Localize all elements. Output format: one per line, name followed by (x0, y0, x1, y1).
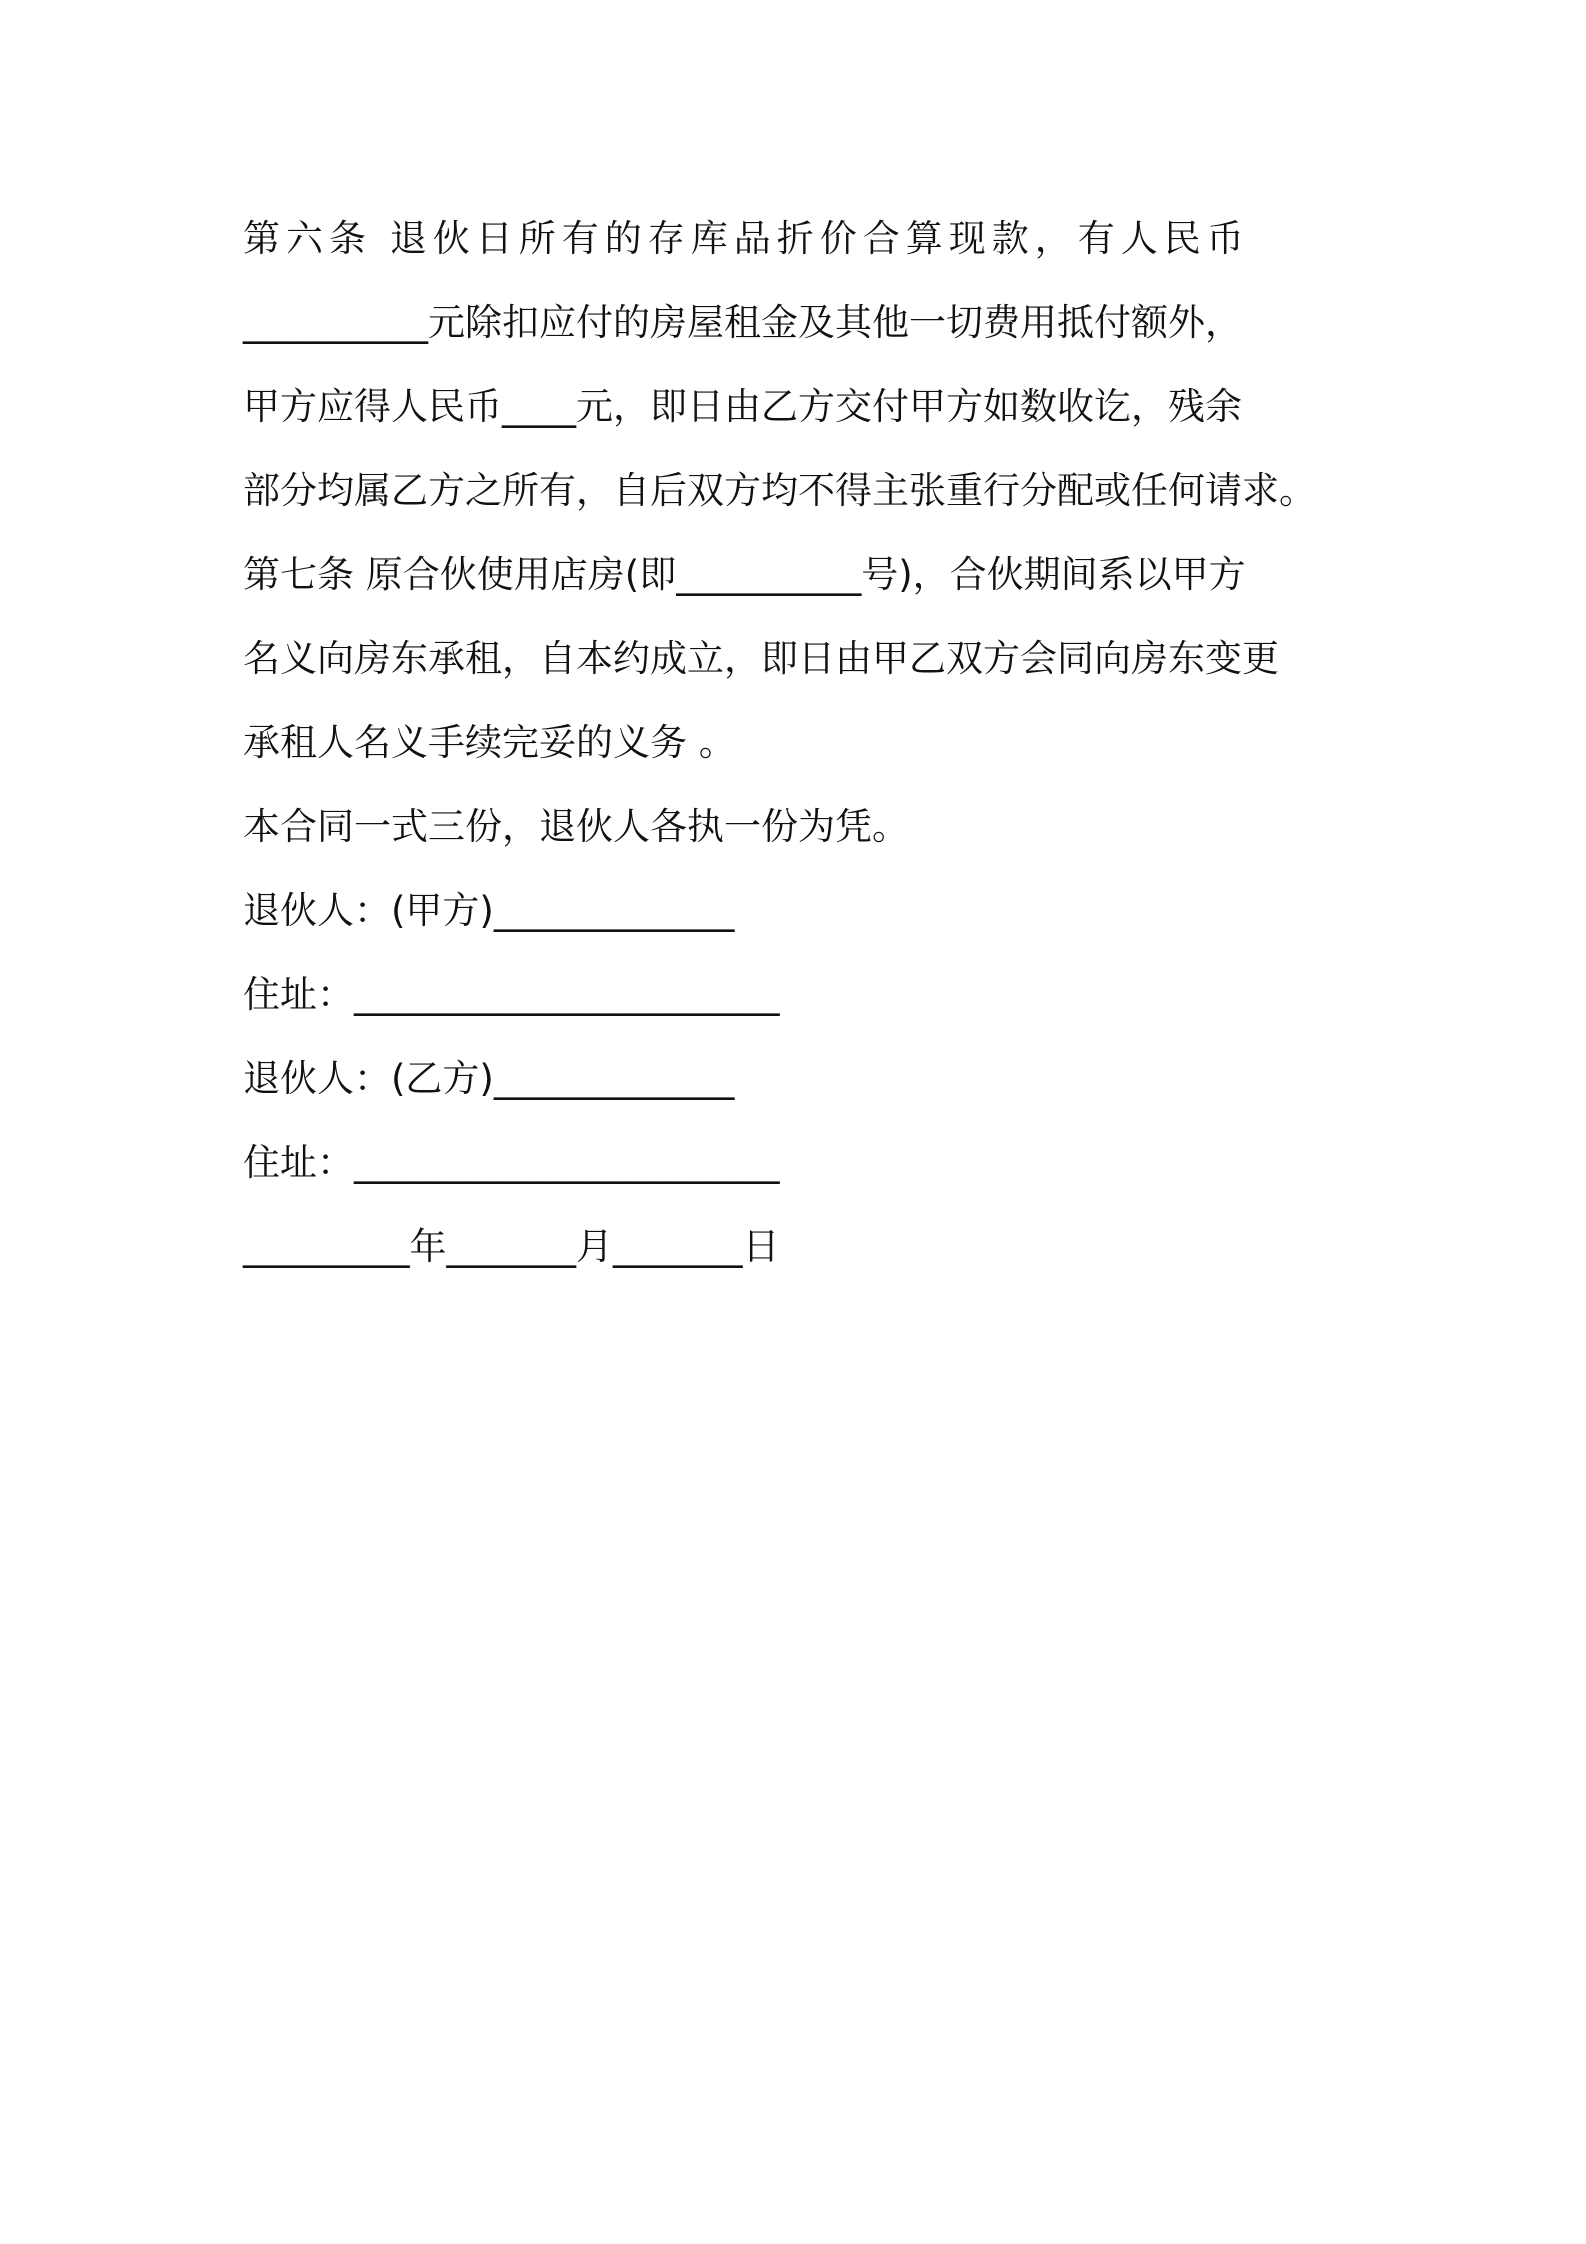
date-line: _________年_______月_______日 (243, 1225, 780, 1268)
article-seven-line-3: 承租人名义手续完妥的义务 。 (243, 721, 736, 764)
copies-statement: 本合同一式三份，退伙人各执一份为凭。 (243, 805, 909, 848)
article-seven-line-1: 第七条 原合伙使用店房(即__________号)，合伙期间系以甲方 (243, 553, 1246, 596)
party-b-signature-line: 退伙人：(乙方)_____________ (243, 1057, 735, 1100)
party-a-signature-line: 退伙人：(甲方)_____________ (243, 889, 735, 932)
article-seven-line-2: 名义向房东承租，自本约成立，即日由甲乙双方会同向房东变更 (243, 637, 1279, 680)
article-six-line-3: 甲方应得人民币____元，即日由乙方交付甲方如数收讫，残余 (243, 385, 1242, 428)
article-six-line-2: __________元除扣应付的房屋租金及其他一切费用抵付额外， (243, 301, 1242, 344)
article-six-line-1: 第六条 退伙日所有的存库品折价合算现款，有人民币 (243, 217, 1250, 260)
document-body (243, 197, 1393, 1289)
party-b-address-line: 住址：_______________________ (243, 1141, 780, 1184)
party-a-address-line: 住址：_______________________ (243, 973, 780, 1016)
article-six-line-4: 部分均属乙方之所有，自后双方均不得主张重行分配或任何请求。 (243, 469, 1316, 512)
